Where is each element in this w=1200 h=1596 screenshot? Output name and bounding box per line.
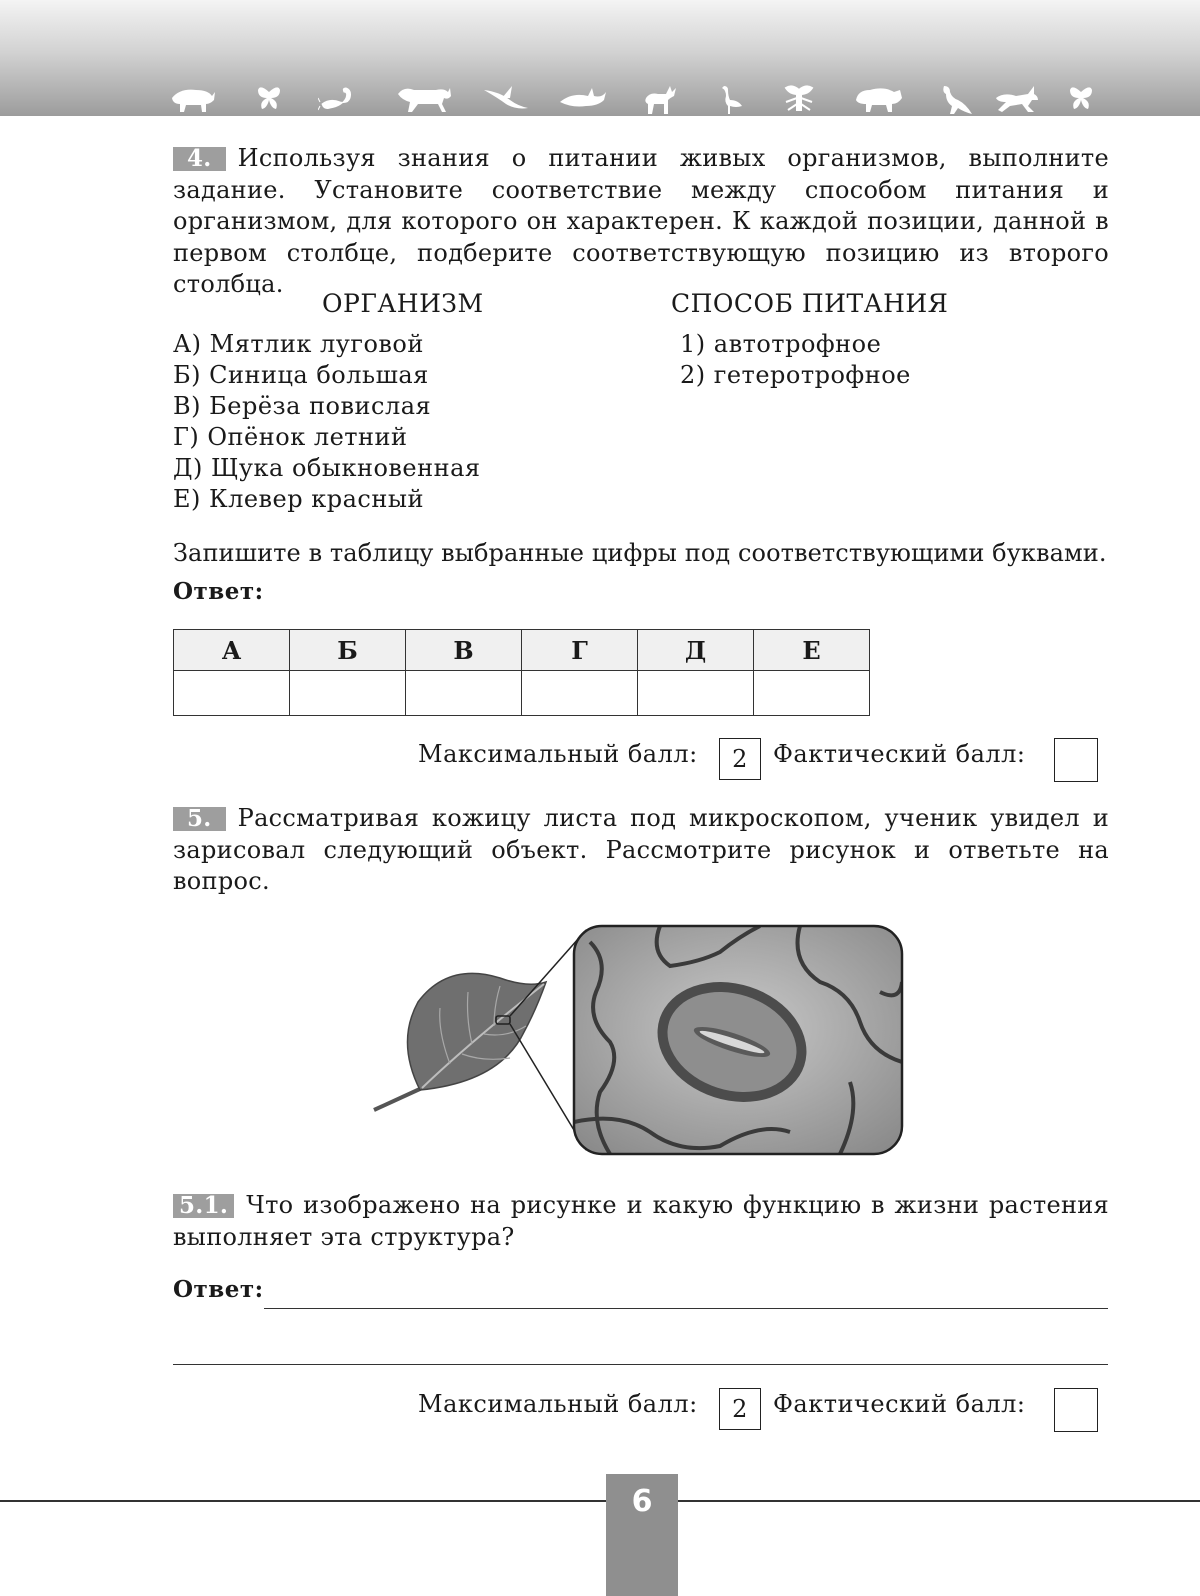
scorpion-icon <box>318 84 358 112</box>
animal-silhouettes <box>170 84 1110 116</box>
max-score-box: 2 <box>719 738 761 780</box>
organism-item: Д) Щука обыкновенная <box>173 454 481 482</box>
answer-table-header-cell: А <box>174 630 290 671</box>
answer-cell[interactable] <box>522 671 638 716</box>
answer-line[interactable] <box>173 1364 1108 1365</box>
task4-answer-label: Ответ: <box>173 578 264 605</box>
answer-table-input-row <box>174 671 870 716</box>
task4-instruction: Запишите в таблицу выбранные цифры под соответствующими буквами. <box>173 539 1107 567</box>
rhino-icon <box>170 84 216 114</box>
nutrition-item: 2) гетеротрофное <box>680 361 911 389</box>
column-header-nutrition: СПОСОБ ПИТАНИЯ <box>671 289 949 318</box>
dolphin-icon <box>558 84 608 112</box>
horse-icon <box>396 84 452 114</box>
heron-icon <box>718 84 746 116</box>
max-score-label: Максимальный балл: <box>418 740 698 768</box>
butterfly-icon <box>256 84 282 112</box>
task51-answer-label: Ответ: <box>173 1276 264 1303</box>
butterfly-icon <box>1068 84 1094 112</box>
answer-cell[interactable] <box>290 671 406 716</box>
answer-table-header-cell: Д <box>638 630 754 671</box>
max-score-label: Максимальный балл: <box>418 1390 698 1418</box>
actual-score-label: Фактический балл: <box>773 1390 1026 1418</box>
leaf-stoma-figure <box>360 922 905 1157</box>
task5-number-badge: 5. <box>173 807 226 831</box>
actual-score-label: Фактический балл: <box>773 740 1026 768</box>
task51-text: Что изображено на рисунке и какую функцию в жизни растения выполняет эта структура? <box>173 1191 1109 1251</box>
task4-text: Используя знания о питании живых организмов, выполните задание. Установите соответствие между способом питания и организмом, для которого он характерен. К каждой позиции, данной в первом столбце, подберите соответствующую позицию из второго столбца. <box>173 144 1109 298</box>
deer-icon <box>640 84 680 116</box>
footer-rule <box>0 1500 1200 1502</box>
organism-item: Г) Опёнок летний <box>173 423 408 451</box>
answer-table <box>173 629 870 716</box>
bird-icon <box>482 84 530 112</box>
actual-score-input[interactable] <box>1054 738 1098 782</box>
page-header-band <box>0 0 1200 116</box>
bee-icon <box>782 84 816 114</box>
answer-cell[interactable] <box>638 671 754 716</box>
organism-item: Е) Клевер красный <box>173 485 424 513</box>
task4-paragraph <box>173 143 1109 301</box>
answer-table-header-row <box>174 630 870 671</box>
page-number: 6 <box>606 1474 678 1596</box>
answer-line[interactable] <box>264 1308 1108 1309</box>
answer-table-header-cell: Б <box>290 630 406 671</box>
organism-item: В) Берёза повислая <box>173 392 432 420</box>
organism-item: Б) Синица большая <box>173 361 429 389</box>
column-header-organism: ОРГАНИЗМ <box>322 289 484 318</box>
answer-cell[interactable] <box>406 671 522 716</box>
task5-paragraph <box>173 803 1109 898</box>
task51-paragraph <box>173 1190 1109 1253</box>
answer-cell[interactable] <box>174 671 290 716</box>
bison-icon <box>854 84 904 114</box>
answer-cell[interactable] <box>754 671 870 716</box>
organism-item: А) Мятлик луговой <box>173 330 424 358</box>
answer-table-header-cell: В <box>406 630 522 671</box>
answer-table-header-cell: Е <box>754 630 870 671</box>
kangaroo-icon <box>938 84 974 116</box>
task4-number-badge: 4. <box>173 147 226 171</box>
antelope-icon <box>994 84 1040 114</box>
nutrition-item: 1) автотрофное <box>680 330 882 358</box>
answer-table-header-cell: Г <box>522 630 638 671</box>
microscope-view <box>574 926 902 1154</box>
max-score-box: 2 <box>719 1388 761 1430</box>
task5-text: Рассматривая кожицу листа под микроскопом, ученик увидел и зарисовал следующий объект. Рассмотрите рисунок и ответьте на вопрос. <box>173 804 1109 895</box>
task51-number-badge: 5.1. <box>173 1194 234 1218</box>
actual-score-input[interactable] <box>1054 1388 1098 1432</box>
